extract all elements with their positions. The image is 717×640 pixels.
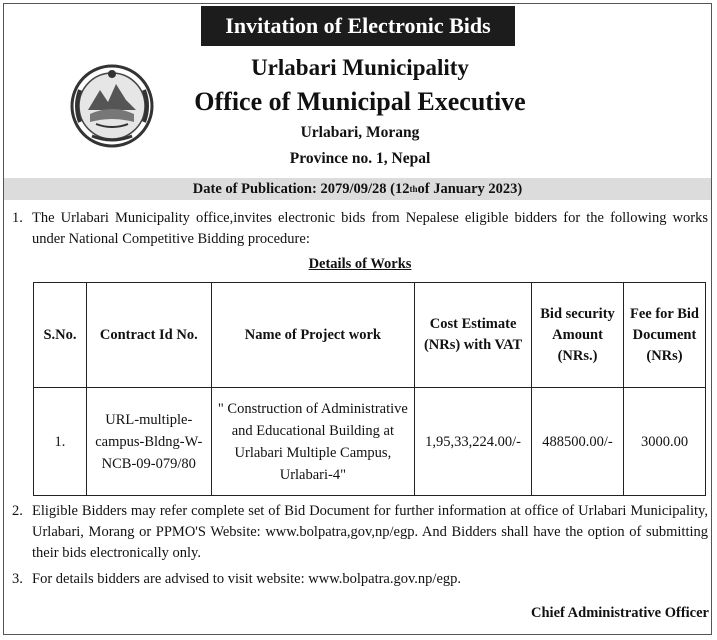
publication-date-prefix: Date of Publication: 2079/09/28 (12	[192, 180, 410, 197]
col-bid-security: Bid security Amount (NRs.)	[532, 283, 624, 388]
signature: Chief Administrative Officer	[531, 605, 709, 621]
col-contract-id: Contract Id No.	[86, 283, 211, 388]
cell-contract-id: URL-multiple-campus-Bldng-W-NCB-09-079/80	[86, 388, 211, 496]
clause-2-number: 2.	[12, 503, 23, 519]
works-heading: Details of Works	[308, 256, 412, 272]
address: Urlabari, Morang	[300, 124, 420, 141]
clause-3-number: 3.	[12, 571, 23, 587]
clause-1-number: 1.	[12, 210, 23, 226]
org-name: Urlabari Municipality	[251, 55, 469, 80]
cell-bid-security: 488500.00/-	[532, 388, 624, 496]
publication-date-suffix: of January 2023)	[417, 180, 523, 197]
table-row	[34, 388, 706, 496]
clause-2-text: Eligible Bidders may refer complete set of Bid Document for further information at office of Urlabari Municipality, Urlabari, Morang or PPMO'S Website: www.bolpatra,gov,np/egp. And Bidders shall have the option of submitting their bids electronically only.	[32, 503, 708, 561]
col-cost-estimate: Cost Estimate (NRs) with VAT	[415, 283, 532, 388]
clause-1-text: The Urlabari Municipality office,invites electronic bids from Nepalese eligible bidders for the following works under National Competitive Bidding procedure:	[32, 210, 708, 247]
col-document-fee: Fee for Bid Document (NRs)	[624, 283, 706, 388]
cell-document-fee: 3000.00	[624, 388, 706, 496]
col-sno: S.No.	[34, 283, 87, 388]
notice-title: Invitation of Electronic Bids	[201, 6, 515, 46]
office-name: Office of Municipal Executive	[194, 87, 526, 116]
cell-cost-estimate: 1,95,33,224.00/-	[415, 388, 532, 496]
col-project-name: Name of Project work	[211, 283, 414, 388]
publication-date	[4, 178, 711, 200]
cell-sno: 1.	[34, 388, 87, 496]
works-table	[33, 282, 706, 496]
cell-project-name: " Construction of Administrative and Educational Building at Urlabari Multiple Campus, Urlabari-4"	[211, 388, 414, 496]
table-header-row	[34, 283, 706, 388]
publication-date-sup: th	[409, 184, 418, 194]
clause-3-text: For details bidders are advised to visit website: www.bolpatra.gov.np/egp.	[32, 571, 462, 587]
province: Province no. 1, Nepal	[289, 150, 431, 167]
